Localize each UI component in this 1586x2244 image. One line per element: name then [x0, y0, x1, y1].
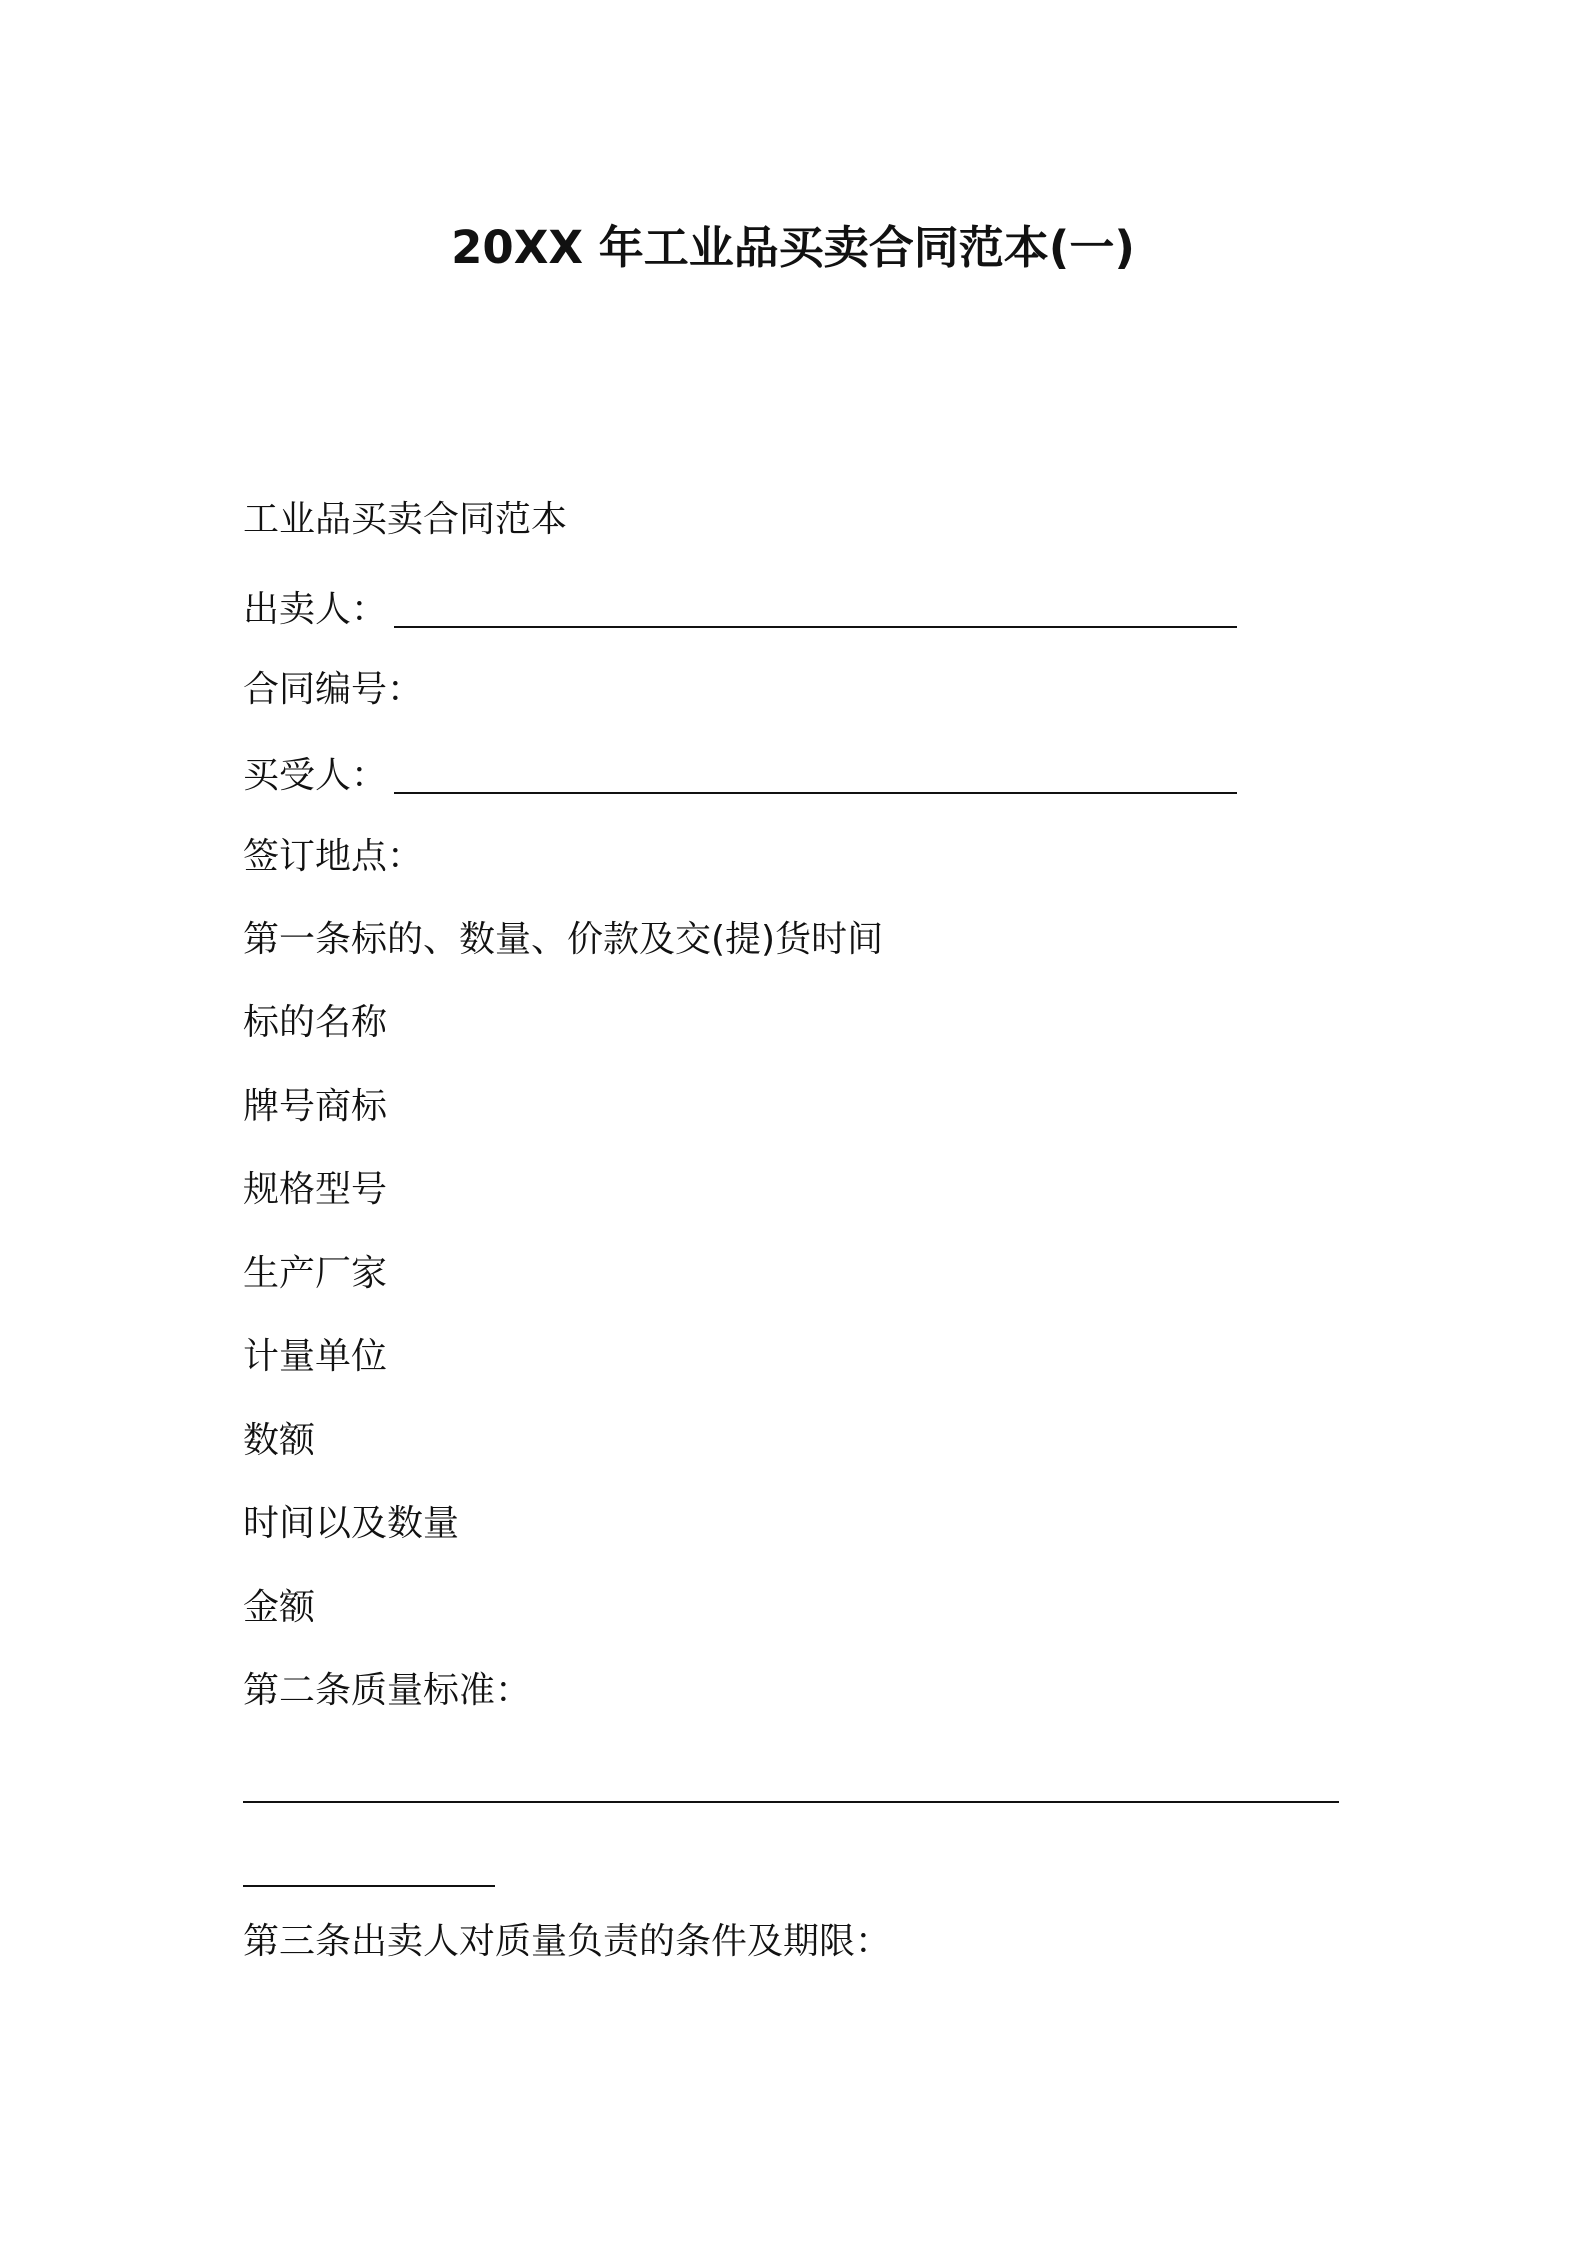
field-item: 数额	[243, 1420, 316, 1461]
field-item: 牌号商标	[243, 1086, 388, 1127]
seller-blank-line	[394, 626, 1237, 628]
document-title: 20XX 年工业品买卖合同范本(一)	[451, 221, 1135, 274]
quality-standard-blank-line	[243, 1801, 1339, 1803]
field-item: 计量单位	[243, 1336, 388, 1377]
seller-label: 出卖人：	[243, 589, 388, 630]
field-item: 时间以及数量	[243, 1503, 460, 1544]
field-item: 规格型号	[243, 1169, 388, 1210]
contract-heading: 工业品买卖合同范本	[243, 499, 568, 540]
article-2-title: 第二条质量标准：	[243, 1670, 532, 1711]
field-item: 金额	[243, 1587, 316, 1628]
quality-standard-blank-line-short	[243, 1885, 495, 1887]
contract-number-label: 合同编号：	[243, 669, 424, 710]
buyer-blank-line	[394, 792, 1237, 794]
field-item: 标的名称	[243, 1002, 388, 1043]
signing-place-label: 签订地点：	[243, 836, 424, 877]
article-3-title: 第三条出卖人对质量负责的条件及期限：	[243, 1921, 892, 1962]
field-item: 生产厂家	[243, 1253, 388, 1294]
article-1-title: 第一条标的、数量、价款及交(提)货时间	[243, 919, 884, 960]
buyer-label: 买受人：	[243, 755, 388, 796]
